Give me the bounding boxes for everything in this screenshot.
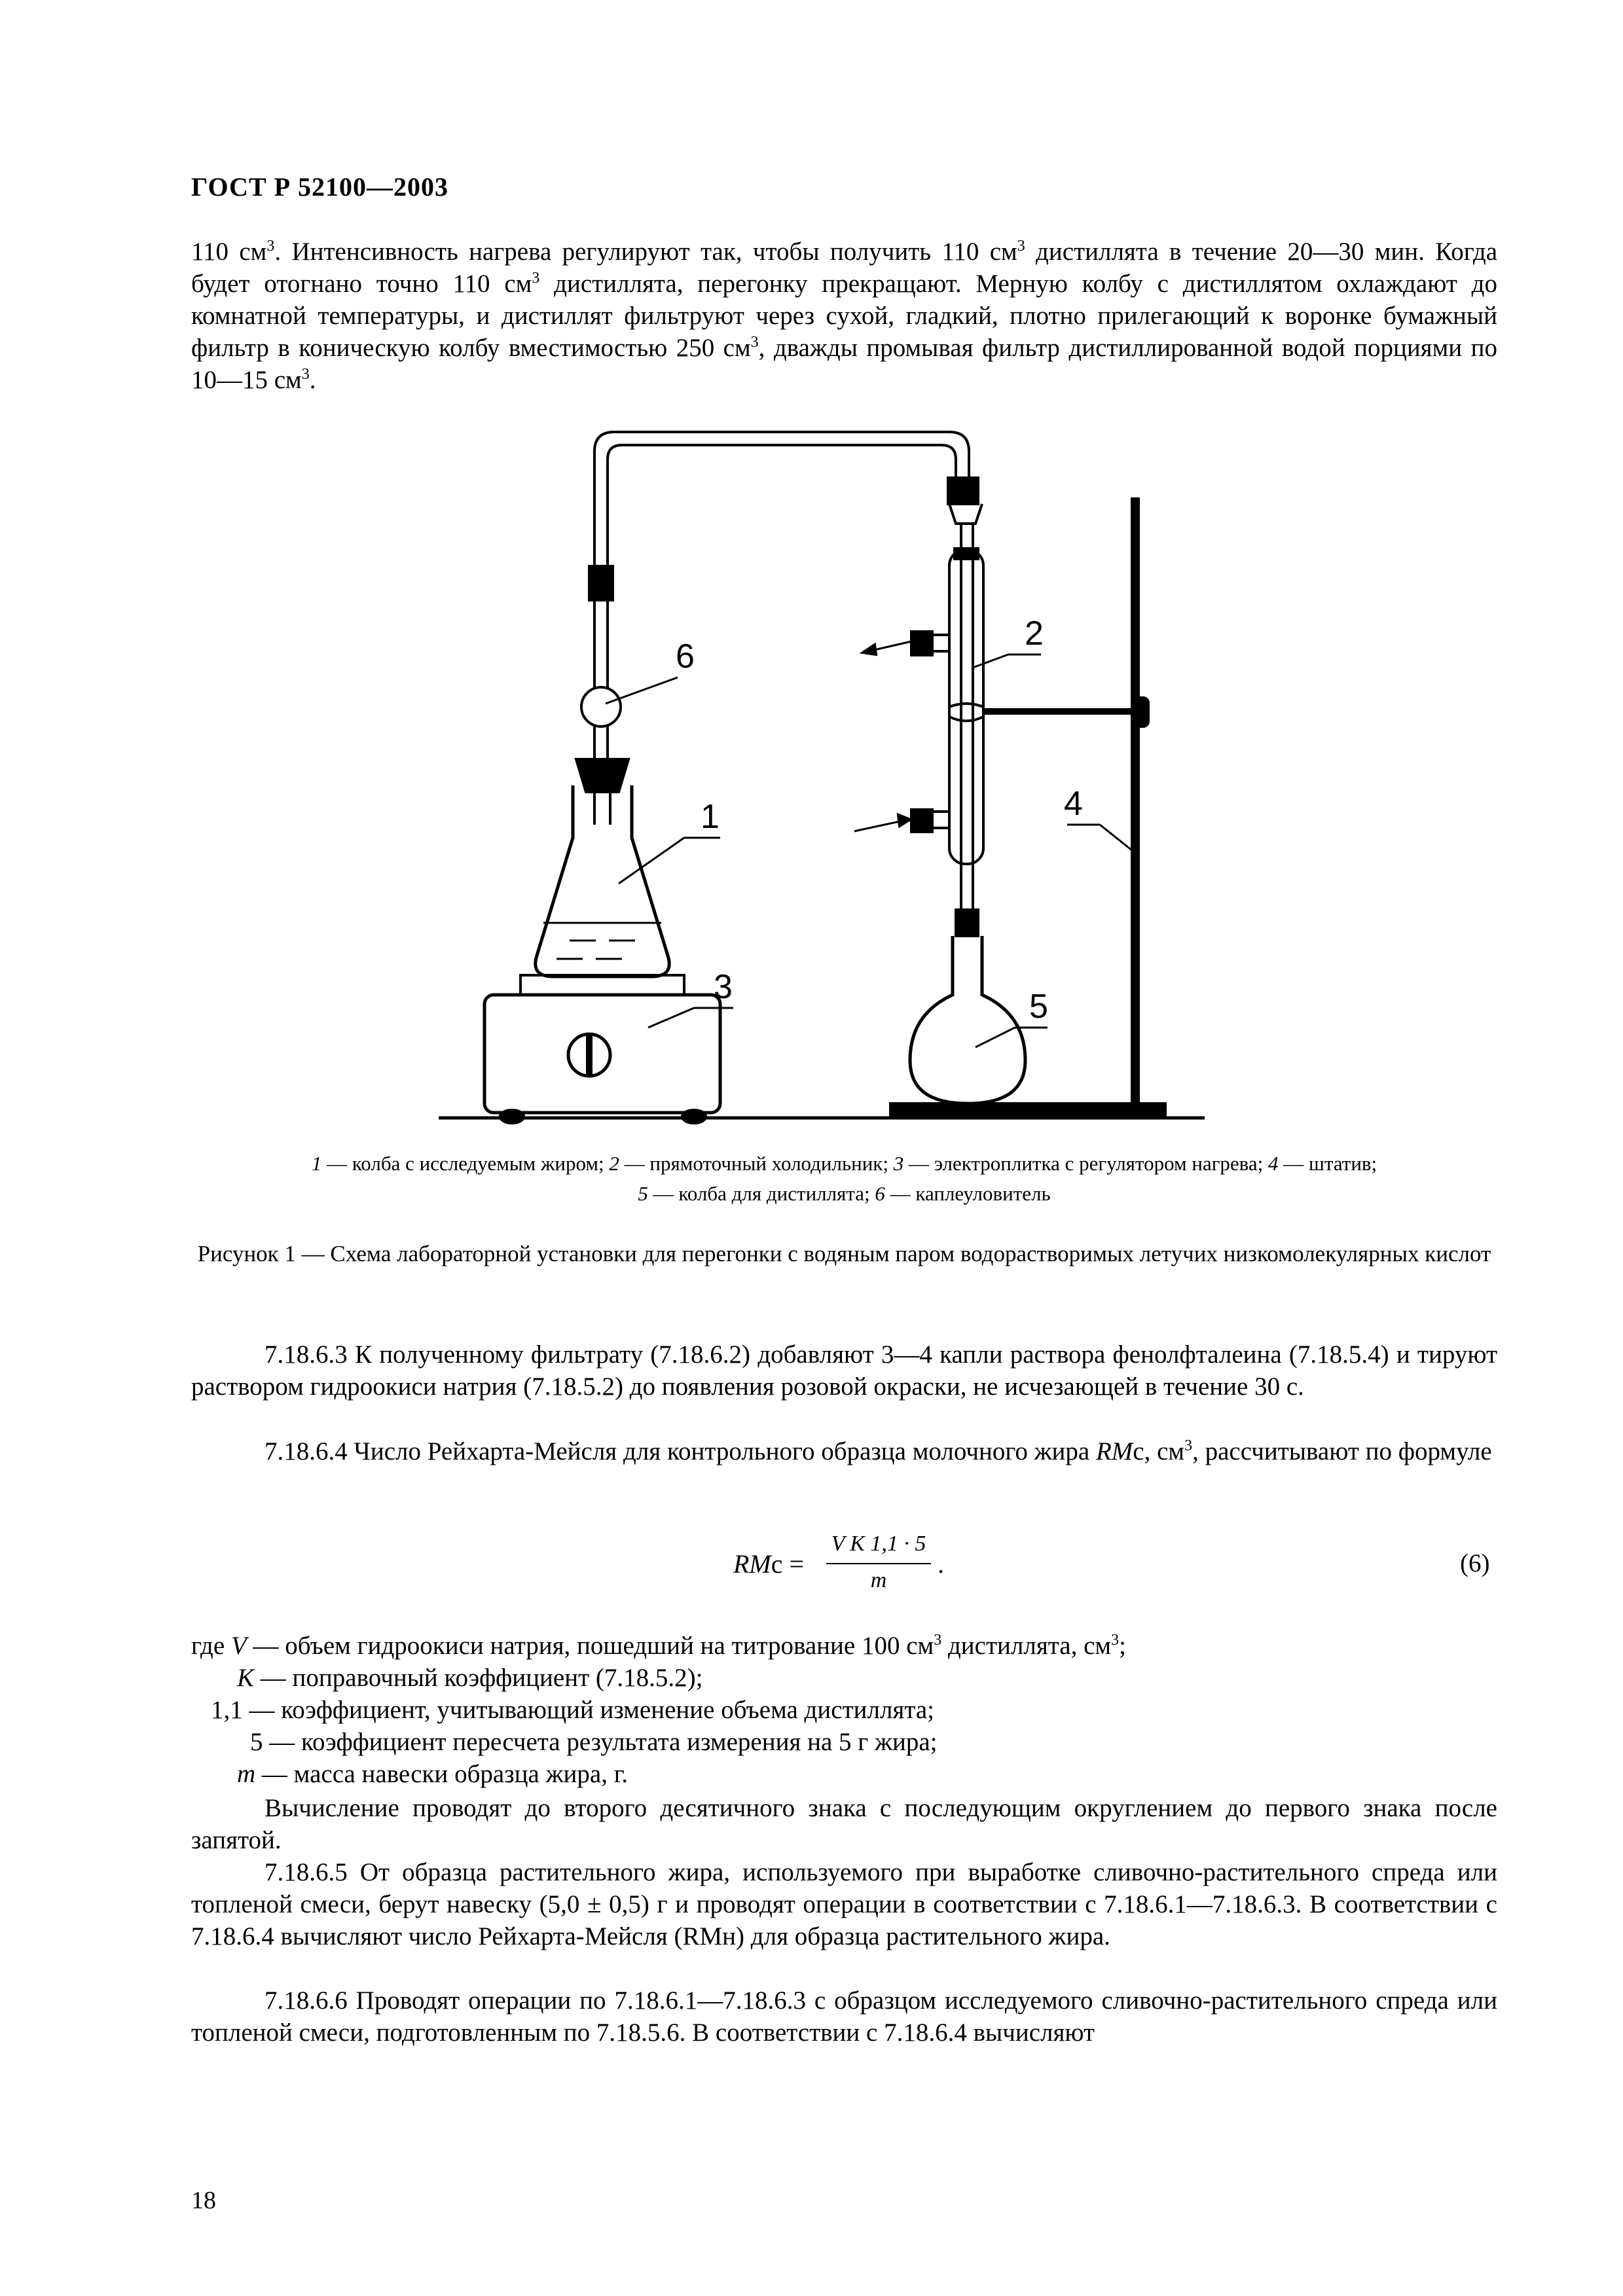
label-5: 5 [1029, 988, 1048, 1026]
figure-caption: Рисунок 1 — Схема лабораторной установки для перегонки с водяным паром водорастворимых летучих низкомолекулярных кислот [197, 1241, 1491, 1266]
page-number: 18 [191, 2187, 216, 2214]
definition-m: m — масса навески образца жира, г. [237, 1760, 629, 1788]
definition-1-1: 1,1 — коэффициент, учитывающий изменение объема дистиллята; [211, 1696, 935, 1724]
equation-number: (6) [1460, 1549, 1490, 1577]
formula-6 [733, 1532, 995, 1615]
paragraph-rounding: Вычисление проводят до второго десятичного знака с последующим округлением до первого знака после запятой. [191, 1794, 1497, 1854]
paragraph-7-18-6-4: 7.18.6.4 Число Рейхарта-Мейсля для контрольного образца молочного жира RMс, $см^3$, рассчитывают по формуле [264, 1437, 1492, 1465]
label-1: 1 [701, 798, 720, 836]
distillation-apparatus-diagram [432, 419, 1218, 1126]
formula-lhs: RMс = [733, 1549, 805, 1579]
formula-denominator: m [870, 1568, 887, 1592]
label-6: 6 [676, 637, 695, 675]
document-header: ГОСТ Р 52100—2003 [191, 172, 449, 202]
paragraph-7-18-6-3: 7.18.6.3 К полученному фильтрату (7.18.6.2) добавляют 3—4 капли раствора фенолфталеина (7.18.5.4) и тируют раствором гидроокиси натрия (7.18.5.2) до появления розовой окраски, не исчезающей в течение 30 с. [191, 1340, 1497, 1401]
fraction-bar [826, 1563, 931, 1564]
intro-paragraph: 110 $см^3$. Интенсивность нагрева регулируют так, чтобы получить 110 $см^3$ дистиллята в течение 20—30 мин. Когда будет отогнано точно 110 $см^3$ дистиллята, перегонку прекращают. Мерную колбу с дистиллятом охлаждают до комнатной температуры, и дистиллят фильтруют через сухой, гладкий, плотно прилегающий к воронке бумажный фильтр в коническую колбу вместимостью 250 $см^3$, дважды промывая фильтр дистиллированной водой порциями по 10—15 $см^3$. [191, 238, 1498, 394]
formula-period: . [938, 1549, 944, 1579]
variable-definitions [191, 1630, 1497, 1790]
label-4: 4 [1064, 785, 1083, 823]
definition-5: 5 — коэффициент пересчета результата измерения на 5 г жира; [250, 1728, 938, 1756]
label-3: 3 [714, 968, 733, 1006]
definition-v: где V — объем гидроокиси натрия, пошедший на титрование 100 $см^3$ дистиллята, $см^3$; [191, 1632, 1126, 1660]
figure-legend: 1 — колба с исследуемым жиром; 2 — прямоточный холодильник; 3 — электроплитка с регулятором нагрева; 4 — штатив; 5 — колба для дистиллята; 6 — каплеуловитель [311, 1152, 1377, 1205]
paragraph-7-18-6-6: 7.18.6.6 Проводят операции по 7.18.6.1—7.18.6.3 с образцом исследуемого сливочно-растительного спреда или топленой смеси, подготовленным по 7.18.5.6. В соответствии с 7.18.6.4 вычисляют [191, 1986, 1497, 2047]
paragraph-7-18-6-5: 7.18.6.5 От образца растительного жира, используемого при выработке сливочно-растительного спреда или топленой смеси, берут навеску (5,0 ± 0,5) г и проводят операции в соответствии с 7.18.6.1—7.18.6.3. В соответствии с 7.18.6.4 вычисляют число Рейхарта-Мейсля (RMн) для образца растительного жира. [191, 1858, 1497, 1950]
formula-numerator: V K 1,1 · 5 [831, 1532, 926, 1556]
definition-k: K — поправочный коэффициент (7.18.5.2); [237, 1664, 703, 1692]
label-2: 2 [1025, 615, 1044, 653]
